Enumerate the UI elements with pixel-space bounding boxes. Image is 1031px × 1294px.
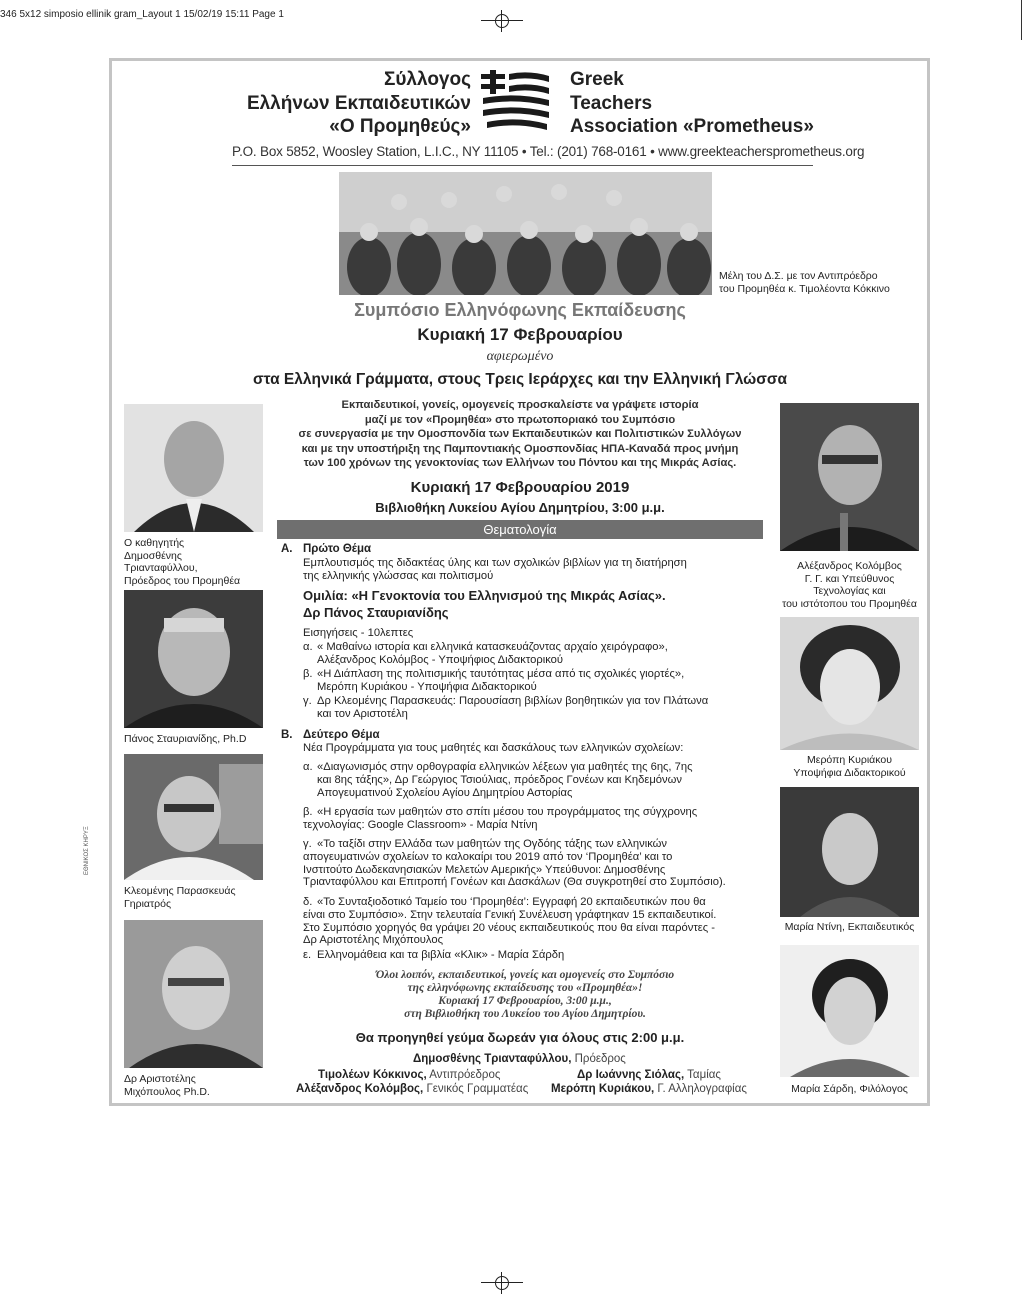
list-item: γ. «Το ταξίδι στην Ελλάδα των μαθητών της Ογδόης τάξης των ελληνικών απογευματινών σχολείων το καλοκαίρι του 2019 από τον ‘Προμηθέα’ και το Ινστιτούτο Δωδεκανησιακών Μελετών Αμερικής» Υπεύθυνοι: Δημοσθένης Τριανταφύλλου και Επιτροπή Γονέων και Δασκάλων (Θα συγκροτηθεί στο Συμπόσιο). — [303, 838, 726, 889]
side-print: ΕΘΝΙΚΟΣ ΚΗΡΥΞ — [84, 826, 90, 875]
event-venue: Βιβλιοθήκη Λυκείου Αγίου Δημητρίου, 3:00 μ.μ. — [375, 500, 665, 515]
list-item: β. «Η Διάπλαση της πολιτισμικής ταυτότητας μέσα από τις σχολικές γιορτές», Μερόπη Κυριάκου - Υποψήφια Διδακτορικού — [303, 668, 685, 693]
section-a-description: Εμπλουτισμός της διδακτέας ύλης και των σχολικών βιβλίων για τη διατήρηση της ελληνικής γλώσσας και πολιτισμού — [303, 557, 687, 582]
portrait-kyriakou — [780, 617, 919, 750]
caption-kyriakou: Μερόπη Κυριάκου Υποψήφια Διδακτορικού — [793, 754, 906, 779]
portrait-michopoulos — [124, 920, 263, 1068]
org-name-english: Greek Teachers Association «Prometheus» — [570, 69, 814, 137]
section-a-label: Α. — [281, 543, 293, 555]
greek-flag-logo-icon — [481, 70, 549, 136]
list-item: γ. Δρ Κλεομένης Παρασκευάς: Παρουσίαση βιβλίων βοηθητικών για τον Πλάτωνα και τον Αριστοτέλη — [303, 695, 709, 720]
symposium-date: Κυριακή 17 Φεβρουαρίου — [417, 325, 623, 344]
symposium-dedicated: αφιερωμένο — [486, 349, 554, 364]
signature-general-secretary: Αλέξανδρος Κολόμβος, Γενικός Γραμματέας — [296, 1083, 529, 1095]
print-slug: 346 5x12 simposio ellinik gram_Layout 1 15/02/19 15:11 Page 1 — [0, 9, 284, 20]
list-item: β. «Η εργασία των μαθητών στο σπίτι μέσου του προγράμματος της σύγχρονης τεχνολογίας: Google Classroom» - Μαρία Ντίνη — [303, 806, 698, 831]
registration-mark-bottom-icon — [491, 1272, 513, 1294]
signature-president: Δημοσθένης Τριανταφύλλου, Πρόεδρος — [413, 1053, 626, 1065]
list-item: α. « Μαθαίνω ιστορία και ελληνικά κατασκευάζοντας αρχαίο χειρόγραφο», Αλέξανδρος Κολόμβος - Υποψήφιος Διδακτορικού — [303, 641, 668, 666]
section-a-title: Πρώτο Θέμα — [303, 543, 372, 555]
portrait-ntini — [780, 787, 919, 917]
section-b-label: Β. — [281, 729, 293, 741]
registration-mark-top-icon — [491, 10, 513, 32]
address-rule — [232, 165, 813, 166]
portrait-triantafyllou — [124, 404, 263, 532]
caption-kolomvos: Αλέξανδρος Κολόμβος Γ. Γ. και Υπεύθυνος Τεχνολογίας και του ιστότοπου του Προμηθέα — [782, 560, 917, 610]
org-address: P.O. Box 5852, Woosley Station, L.I.C., NY 11105 • Tel.: (201) 768-0161 • www.greekteachersprometheus.org — [232, 144, 865, 159]
caption-michopoulos: Δρ Αριστοτέλης Μιχόπουλος Ph.D. — [124, 1073, 210, 1098]
caption-sardi: Μαρία Σάρδη, Φιλόλογος — [791, 1083, 908, 1095]
caption-triantafyllou: Ο καθηγητής Δημοσθένης Τριανταφύλλου, Πρόεδρος του Προμηθέα — [124, 537, 241, 587]
crop-line — [1021, 0, 1022, 40]
caption-paraskevas: Κλεομένης Παρασκευάς Γηριατρός — [124, 885, 236, 910]
org-name-greek: Σύλλογος Ελλήνων Εκπαιδευτικών «Ο Προμηθεύς» — [246, 69, 471, 137]
closing-invitation: Όλοι λοιπόν, εκπαιδευτικοί, γονείς και ομογενείς στο Συμπόσιο της ελληνόφωνης εκπαίδευσης του «Προμηθέα»! Κυριακή 17 Φεβρουαρίου, 3:00 μ.μ., στη Βιβλιοθήκη του Λυκείου του Αγίου Δημητρίου. — [375, 969, 675, 1020]
caption-ntini: Μαρία Ντίνη, Εκπαιδευτικός — [784, 921, 915, 933]
list-item: ε. Ελληνομάθεια και τα βιβλία «Κλικ» - Μαρία Σάρδη — [303, 949, 565, 961]
event-date: Κυριακή 17 Φεβρουαρίου 2019 — [410, 479, 630, 496]
section-a-subheader: Εισηγήσεις - 10λεπτες — [303, 627, 414, 639]
list-item: α. «Διαγωνισμός στην ορθογραφία ελληνικών λέξεων για μαθητές της 6ης, 7ης και 8ης τάξης», Δρ Γεώργιος Τσιούλιας, πρόεδρος Γονέων και Κηδεμόνων Απογευματινού Σχολείου Αγίου Δημητρίου Αστορίας — [303, 761, 693, 799]
portrait-sardi — [780, 945, 919, 1077]
portrait-paraskevas — [124, 754, 263, 880]
signature-correspondence: Μερόπη Κυριάκου, Γ. Αλληλογραφίας — [551, 1083, 747, 1095]
topics-header: Θεματολογία — [277, 520, 763, 539]
caption-stavrianidis: Πάνος Σταυριανίδης, Ph.D — [124, 733, 247, 745]
lunch-note: Θα προηγηθεί γεύμα δωρεάν για όλους στις 2:00 μ.μ. — [355, 1030, 685, 1045]
list-item: δ. «Το Συνταξιοδοτικό Ταμείο του ‘Προμηθέα’: Εγγραφή 20 εκπαιδευτικών που θα είναι στο Συμπόσιο». Στην τελευταία Γενική Συνέλευση γράφτηκαν 15 εκπαιδευτικοί. Στο Συμπόσιο χορηγός θα γράψει 20 νέους εκπαιδευτικούς που θα είναι παρόντες - Δρ Αριστοτέλης Μιχόπουλος — [303, 896, 717, 947]
symposium-topic: στα Ελληνικά Γράμματα, στους Τρεις Ιεράρχες και την Ελληνική Γλώσσα — [252, 371, 788, 388]
board-photo-caption: Μέλη του Δ.Σ. με τον Αντιπρόεδρο του Προμηθέα κ. Τιμολέοντα Κόκκινο — [719, 270, 890, 295]
portrait-kolomvos — [780, 403, 919, 551]
signature-treasurer: Δρ Ιωάννης Σιόλας, Ταμίας — [577, 1069, 721, 1081]
symposium-title: Συμπόσιο Ελληνόφωνης Εκπαίδευσης — [354, 300, 686, 320]
board-group-photo — [339, 172, 712, 295]
section-b-title: Δεύτερο Θέμα — [303, 729, 380, 741]
portrait-stavrianidis — [124, 590, 263, 728]
section-b-description: Νέα Προγράμματα για τους μαθητές και δασκάλους των ελληνικών σχολείων: — [303, 742, 684, 754]
signature-vice-president: Τιμολέων Κόκκινος, Αντιπρόεδρος — [318, 1069, 501, 1081]
invitation-text: Εκπαιδευτικοί, γονείς, ομογενείς προσκαλείστε να γράψετε ιστορία μαζί με τον «Προμηθέα» στο πρωτοποριακό του Συμπόσιο σε συνεργασία με την Ομοσπονδία των Εκπαιδευτικών και Πολιτιστικών Συλλόγων και με την υποστήριξη της Παμποντιακής Ομοσπονδίας ΗΠΑ-Καναδά προς μνήμη των 100 χρόνων της γενοκτονίας των Ελλήνων του Πόντου και της Μικράς Ασίας. — [298, 399, 742, 469]
main-talk: Ομιλία: «Η Γενοκτονία του Ελληνισμού της Μικράς Ασίας». Δρ Πάνος Σταυριανίδης — [303, 588, 666, 620]
